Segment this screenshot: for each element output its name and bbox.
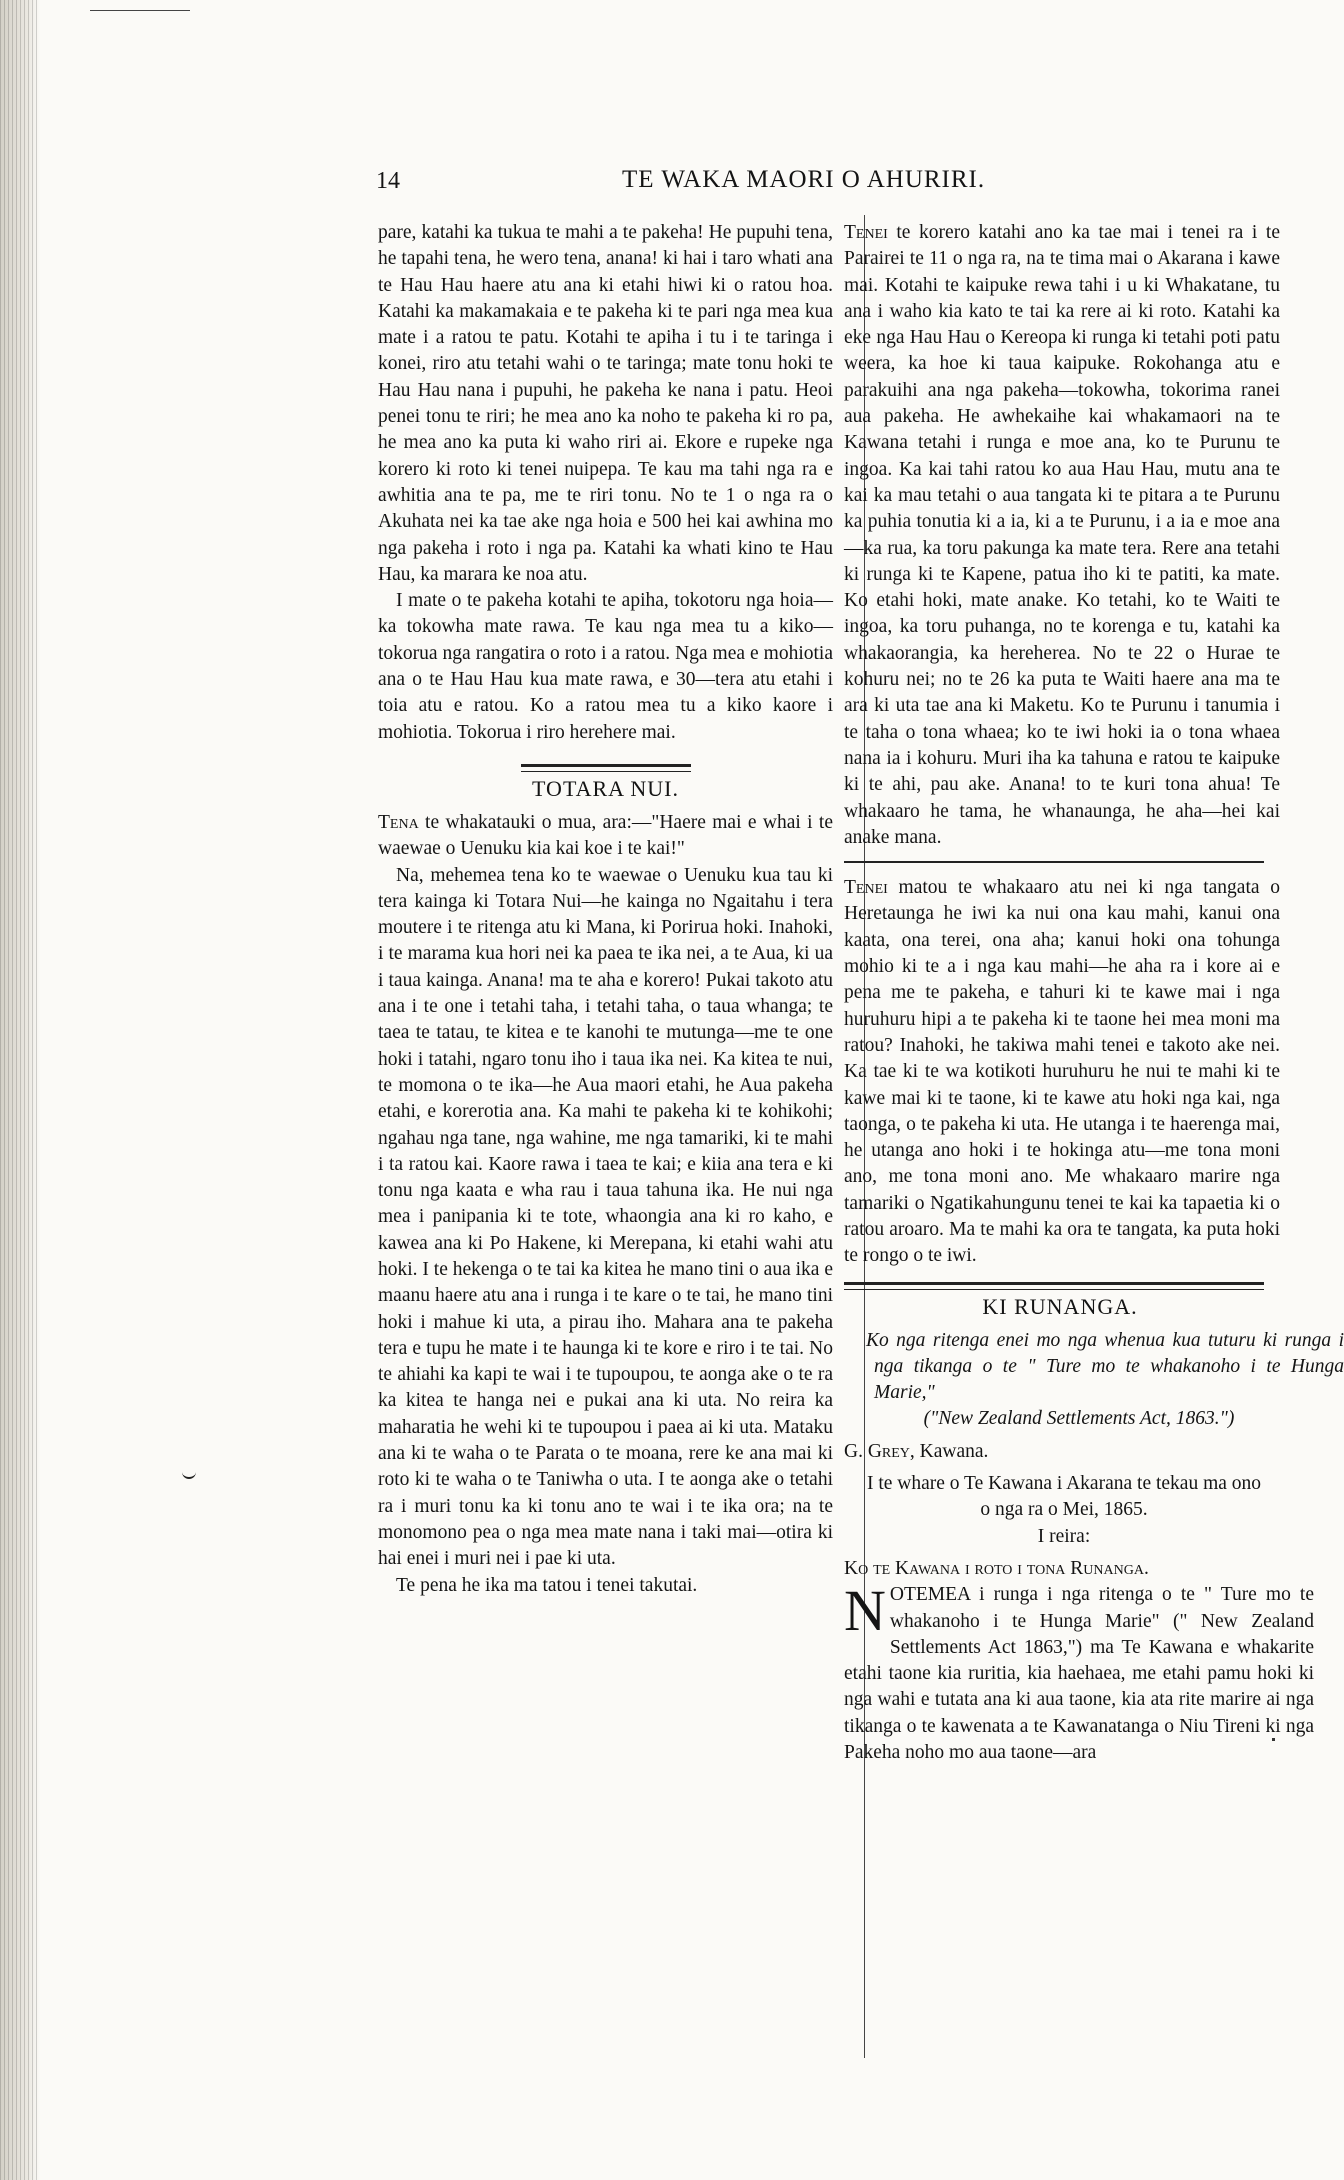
lead-text: matou te whakaaro atu nei ki nga tangata o Heretaunga he iwi ka nui ona kau mahi, kanui ona kaata, ona terei, ona aha; kanui hoki ona tohunga mohio ki te a i nga kau mahi—he aha ra i kore ai e pena me te pakeha, e tahuri ki te kawe mai i nga huruhuru hipi a te pakeha ki te taone hei mea moni ma ratou? Inahoki, he takiwa mahi tenei e takoto ake nei. Ka tae ki te wa kotikoti huruhuru he nui te mahi ki te kawe mai ki te taone, ki te kawe atu hoki nga kai, nga taonga, o te pakeha ki uta. He utanga i te haerenga mai, he utanga ano hoki i te hokinga atu—me tona moni ano, me tona moni ano. Me whakaaro marire nga tamariki o Ngatikahungunu tenei te kai ka tapaetia ki o ratou aroaro. Ma te mahi ka ora te tangata, ka puta hoki te rongo o te iwi. — [844, 877, 1280, 1267]
section-title: TOTARA NUI. — [532, 775, 679, 801]
margin-mark — [182, 1472, 196, 1479]
paragraph — [844, 1578, 1314, 1766]
present-line: Ko te Kawana i roto i tona Runanga. — [844, 1557, 1149, 1579]
section-rule — [521, 764, 691, 772]
whakatane-article — [840, 220, 1280, 851]
binding-edge — [0, 0, 40, 2180]
paragraph: Na, mehemea tena ko te waewae o Uenuku kua tau ki tera kainga ki Totara Nui—he kainga no Ngaitahu i tera moutere i te ritenga atu ki Mana, ki Porirua hoki. Inahoki, i te marama kua hori nei ka paea te ika nei, a te Aua, ki ua i taua kainga. Anana! ma te aha e korero! Pukai takoto atu ana i te one i tetahi taha, i tetahi taha, o taua whanga; te taea te tatau, te kitea e te kanohi te mutunga—me te one hoki i tatahi, ngaro tonu iho i taua ika nei. Ka kitea te nui, te momona o te ika—he Aua maori etahi, he Aua pakeha etahi, e korerotia ana. Ka mahi te pakeha ki te kohikohi; ngahau nga tane, nga wahine, me nga tamariki, ki te mahi i ta ratou kai. Kaore rawa i taea te kai; e kiia ana tera e ki tonu nga kaata e wha rau i taua tahuna ika. He nui nga mea i panipania ki te tote, whaongia ana ki ro kaho, e kawea ana ki Po Hakene, ki Merepana, ki etahi wahi atu hoki. I te hekenga o te tai ka kitea he mano tini o aua ika e maanu haere atu ana i runga i te kare o te tai, he mano tini hoki i mahue ki uta, a pirau iho. Mahara ana te pakeha tera e tupu he mate i te haunga ki te kore e riro i te tai. No te ahiahi ka kapi te wai i te tupoupou, te aonga ake o te ra ka kitea te hanga nei e pukai ana ki uta. No reira ka maharatia he wehi ki te tupoupou i paea ai ki uta. Mataku ana ki te waha o te Parata o te moana, rere ke ana mai ki roto ki te waha o te Taniwha o uta. I te aonga ake o tetahi ra i muri tonu ka ki tonu ano te wai i te ika ora; na te monomono pea o nga mea mate nana i taki mai—otira ki hai enei i muri nei i pae ki uta. — [378, 864, 833, 1570]
lead-word: Tenei — [844, 222, 888, 243]
left-column — [378, 220, 833, 1605]
order-text: OTEMEA i runga i nga ritenga o te " Ture mo te whakanoho i te Hunga Marie" (" New Zealand Settlements Act 1863,") ma Te Kawana e whakarite etahi taone kia ruritia, kia haehaea, me etahi pamu hoki ki nga wahi e tutata ana ki aua taone, kia ata rite marire ai nga tikanga o te kawenata a te Kawanatanga o Niu Tireni ki nga Pakeha noho mo aua taone—ara — [844, 1584, 1314, 1764]
section-rule — [844, 1282, 1264, 1290]
runanga-article — [840, 1328, 1344, 1767]
lead-word: Tena — [378, 811, 419, 833]
signature — [844, 1439, 1314, 1465]
preamble-act: ("New Zealand Settlements Act, 1863.") — [923, 1408, 1235, 1430]
right-column — [840, 220, 1344, 1772]
paragraph — [844, 875, 1280, 1269]
place-line: I te whare o Te Kawana i Akarana te tekau ma ono o nga ra o Mei, 1865. — [866, 1473, 1262, 1521]
preamble: Ko nga ritenga enei mo nga whenua kua tuturu ki runga i nga tikanga o te " Ture mo te whakanoho i te Hunga Marie," — [866, 1329, 1344, 1404]
corner-rule — [90, 10, 190, 11]
running-head: TE WAKA MAORI O AHURIRI. — [622, 166, 986, 193]
paragraph: I mate o te pakeha kotahi te apiha, tokotoru nga hoia—ka tokowha mate rawa. Te kau nga mea tu a kiko—tokorua nga rangatira o roto i a ratou. Nga mea e mohiotia ana o te Hau Hau kua mate rawa, e 30—tera atu etahi i toia atu e ratou. Ko a ratou mea tu a kiko kaore i mohiotia. Tokorua i riro herehere mai. — [378, 590, 833, 743]
page-number: 14 — [376, 168, 400, 194]
paragraph — [844, 220, 1280, 851]
lead-text: te whakatauki o mua, ara:—"Haere mai e whai i te waewae o Uenuku kia kai koe i te kai!" — [378, 811, 833, 860]
heretaunga-article — [840, 875, 1280, 1269]
drop-cap: N — [844, 1578, 886, 1644]
lead-word: Tenei — [844, 877, 888, 899]
paragraph: pare, katahi ka tukua te mahi a te pakeha! He pupuhi tena, he tapahi tena, he wero tena, anana! ki hai i taro whati ana te Hau Hau haere atu ana ki etahi hiwi ki o ratou hoa. Katahi ka makamakaia e te pakeha ki te pari nga mea kua mate i a ratou te patu. Kotahi te apiha i tu i te taringa i konei, riro atu tetahi wahi o te taringa; mate tonu hoki te Hau Hau nana i pupuhi, he pakeha ke nana i patu. Heoi penei tonu te riri; he mea ano ka noho te pakeha ki ro pa, he mea ano ka puta ki waho riri ai. Ekore e rupeke nga korero ki roto ki tenei nuipepa. Te kau ma tahi nga ra e awhitia ana te pa, me te riri tonu. No te 1 o nga ra o Akuhata nei ka tae ake nga hoia e 500 hei kai awhina mo nga pakeha i roto i nga pa. Katahi ka whati kino te Hau Hau, ka marara ke noa atu. — [378, 222, 833, 585]
continued-article — [378, 220, 833, 746]
section-title: KI RUNANGA. — [982, 1293, 1138, 1319]
paragraph: Te pena he ika ma tatou i tenei takutai. — [396, 1574, 698, 1596]
signature-title: , Kawana. — [909, 1440, 989, 1462]
lead-text: te korero katahi ano ka tae mai i tenei ra i te Parairei te 11 o nga ra, na te tima mai o Akarana i kawe mai. Kotahi te kaipuke rewa tahi i u ki Whakatane, tu ana i waho kia kato te tai ka rere ai ki roto. Katahi ka eke nga Hau Hau o Kereopa ki runga ki tetahi poti patu weera, ka hoe ki taua kaipuke. Rokohanga atu e parakuihi ana nga pakeha—tokowha, tokorima ranei aua pakeha. He awhekaihe kai whakamaori na te Kawana tetahi i runga e moe ana, ko te Purunu te ingoa. Ka kai tahi ratou ko aua Hau Hau, mutu ana te kai ka mau tetahi o aua tangata ki te pitara a te Purunu ka puhia tonutia ki a ia, ki a te Purunu, i a ia e moe ana—ka rua, ka toru pakunga ka mate tera. Rere ana tetahi ki runga ki te Kapene, patua iho ki te patiti, ka mate. Ko etahi hoki, mate anake. Ko tetahi, ko te Waiti te ingoa, ka toru puhanga, no te korenga e tu, katahi ka whakaorangia, ka hereherea. No te 22 o Hurae te kohuru nei; no te 26 ka puta te Waiti haere ana ma te ara ki uta tae ana ki Maketu. Ko te Purunu i tanumia i te taha o tona whaea; ko te iwi hoki ia o tona whaea nana ia i kohuru. Muri iha ka tahuna e ratou te kaipuke ki te ahi, pau ake. Anana! to te kuri tona ahua! Te whakaaro he tama, he whanaunga, he aha—hei kai anake mana. — [844, 222, 1280, 848]
signature-name: G. Grey — [844, 1440, 910, 1462]
paragraph — [378, 810, 833, 863]
totara-article — [378, 810, 833, 1599]
ireira-line: I reira: — [1037, 1525, 1091, 1547]
article-rule — [844, 861, 1264, 863]
order-body — [844, 1578, 1314, 1766]
